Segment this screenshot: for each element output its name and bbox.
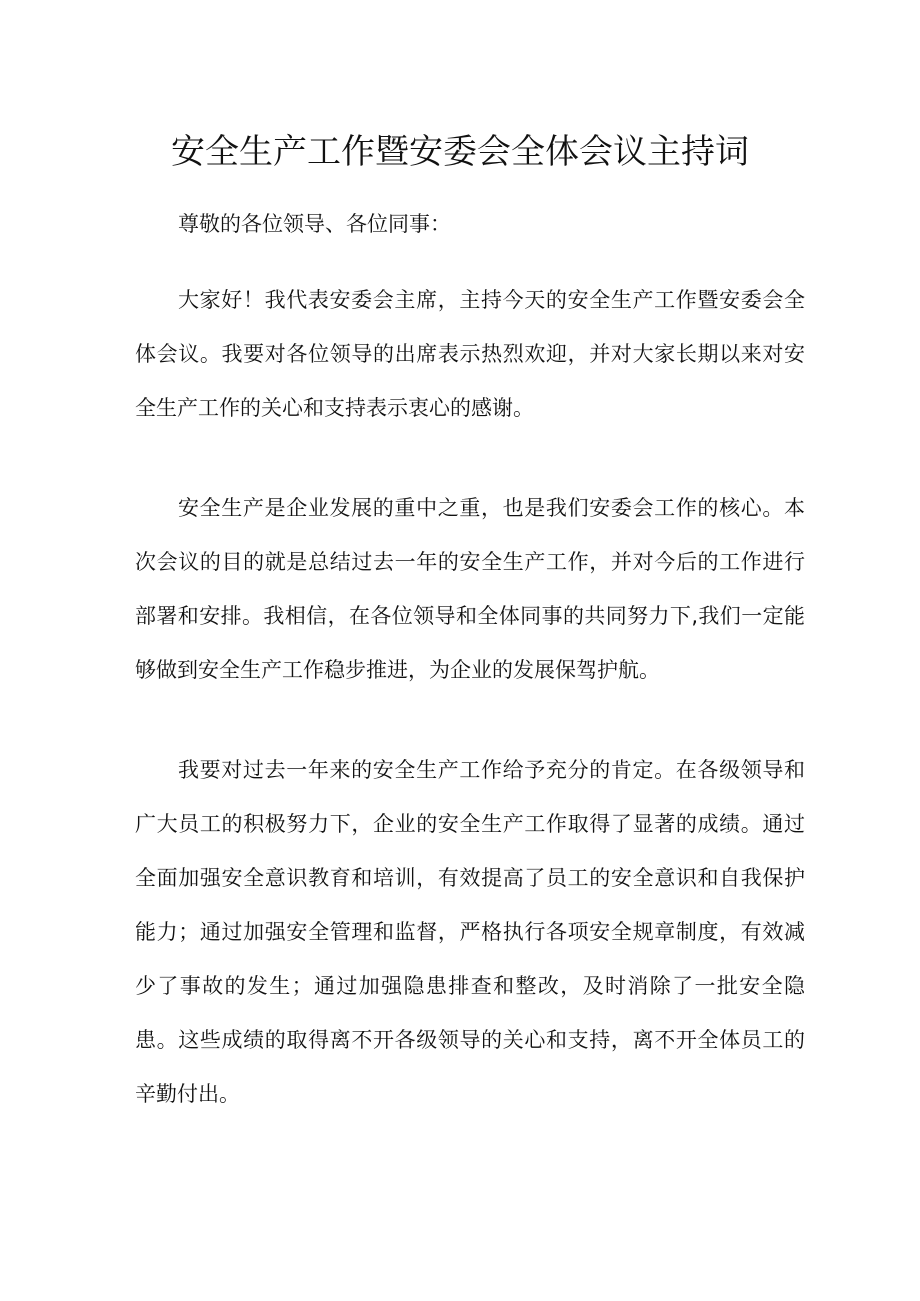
salutation: 尊敬的各位领导、各位同事： — [178, 212, 451, 236]
paragraph-opening: 大家好！我代表安委会主席，主持今天的安全生产工作暨安委会全体会议。我要对各位领导的出席表示热烈欢迎，并对大家长期以来对安全生产工作的关心和支持表示衷心的感谢。 — [135, 288, 805, 420]
document-title: 安全生产工作暨安委会全体会议主持词 — [171, 132, 749, 172]
paragraph-importance: 安全生产是企业发展的重中之重，也是我们安委会工作的核心。本次会议的目的就是总结过去一年的安全生产工作，并对今后的工作进行部署和安排。我相信，在各位领导和全体同事的共同努力下,我们一定能够做到安全生产工作稳步推进，为企业的发展保驾护航。 — [135, 496, 805, 682]
paragraph-achievements: 我要对过去一年来的安全生产工作给予充分的肯定。在各级领导和广大员工的积极努力下，企业的安全生产工作取得了显著的成绩。通过全面加强安全意识教育和培训，有效提高了员工的安全意识和自我保护能力；通过加强安全管理和监督，严格执行各项安全规章制度，有效减少了事故的发生；通过加强隐患排查和整改，及时消除了一批安全隐患。这些成绩的取得离不开各级领导的关心和支持，离不开全体员工的辛勤付出。 — [135, 758, 805, 1106]
